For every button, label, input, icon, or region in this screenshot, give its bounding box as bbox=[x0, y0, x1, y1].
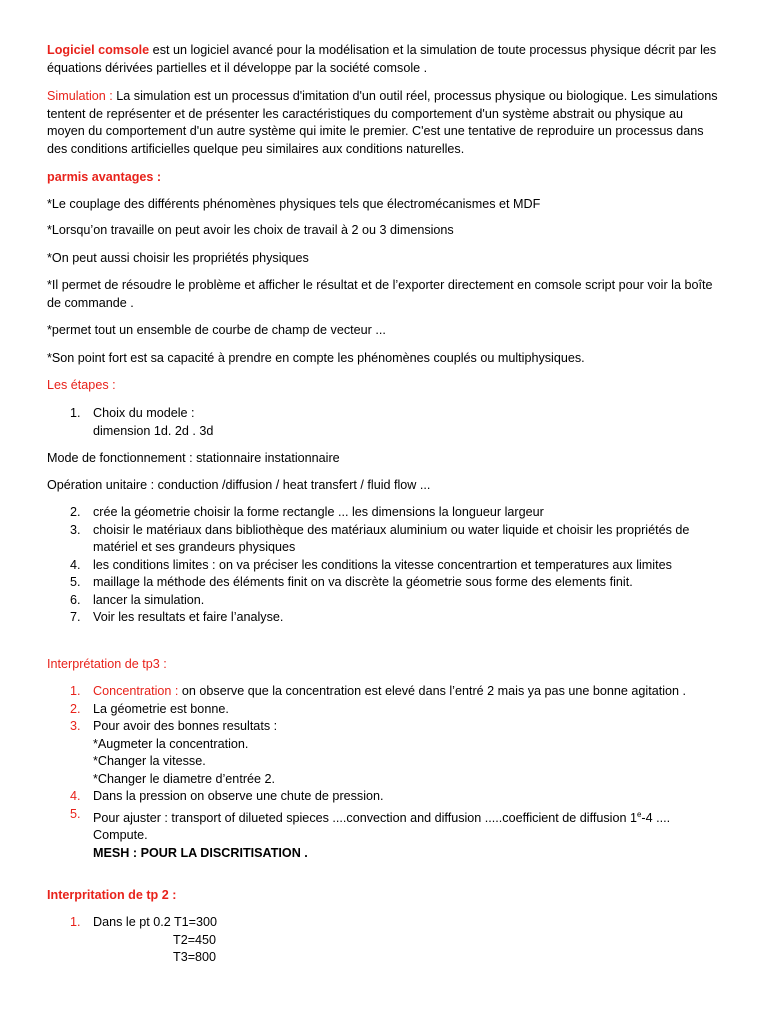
tp3-number: 4. bbox=[70, 789, 81, 803]
simulation-paragraph bbox=[47, 88, 723, 158]
advantages-heading: parmis avantages : bbox=[47, 170, 162, 184]
tp3-heading: Interprétation de tp3 : bbox=[47, 657, 167, 671]
step-text: maillage la méthode des éléments finit on va discrète la géometrie sous forme des elements finit. bbox=[93, 575, 633, 589]
step-text: Voir les resultats et faire l’analyse. bbox=[93, 610, 284, 624]
tp3-item-3-line: Pour avoir des bonnes resultats : bbox=[93, 719, 278, 733]
tp2-heading: Interpritation de tp 2 : bbox=[47, 888, 177, 902]
tp3-number: 1. bbox=[70, 684, 81, 698]
step-number: 2. bbox=[70, 505, 81, 519]
step-text: choisir le matériaux dans bibliothèque des matériaux aluminium ou water liquide et choisir les propriétés de matériel et ses grandeurs physiques bbox=[93, 522, 690, 554]
tp3-item-3-line: *Augmeter la concentration. bbox=[93, 736, 249, 751]
tp2-item-1-line-3: T3=800 bbox=[173, 950, 217, 964]
advantage-item-2: *Lorsqu’on travaille on peut avoir les choix de travail à 2 ou 3 dimensions bbox=[47, 223, 454, 237]
step-text: lancer la simulation. bbox=[93, 592, 205, 607]
steps-list-part1 bbox=[47, 405, 723, 440]
intro-paragraph bbox=[47, 42, 723, 77]
tp3-item-3-line: *Changer la vitesse. bbox=[93, 754, 206, 768]
step-number: 6. bbox=[70, 592, 81, 607]
tp3-number: 2. bbox=[70, 701, 81, 716]
advantage-item-5: *permet tout un ensemble de courbe de champ de vecteur ... bbox=[47, 323, 386, 337]
step-item bbox=[47, 592, 723, 610]
step-item bbox=[47, 609, 723, 627]
tp2-list bbox=[47, 914, 723, 967]
tp3-item-5-line-1-text: Pour ajuster : transport of dilueted spieces ....convection and diffusion .....coefficient de diffusion 1 bbox=[93, 810, 637, 825]
tp3-item-4 bbox=[47, 788, 723, 806]
tp3-item-1 bbox=[47, 683, 723, 701]
tp3-item-3-line: *Changer le diametre d’entrée 2. bbox=[93, 771, 276, 786]
advantage-item-1: *Le couplage des différents phénomènes physiques tels que électromécanismes et MDF bbox=[47, 197, 541, 211]
operation-line: Opération unitaire : conduction /diffusion / heat transfert / fluid flow ... bbox=[47, 478, 431, 492]
advantage-item-3: *On peut aussi choisir les propriétés physiques bbox=[47, 251, 309, 265]
step-text: les conditions limites : on va préciser les conditions la vitesse concentrartion et temperatures aux limites bbox=[93, 557, 672, 572]
step-item bbox=[47, 504, 723, 522]
tp3-item-5-line-3: MESH : POUR LA DISCRITISATION . bbox=[93, 845, 308, 860]
steps-heading: Les étapes : bbox=[47, 378, 116, 392]
tp3-item-1-term: Concentration : bbox=[93, 684, 182, 698]
simulation-term: Simulation : bbox=[47, 89, 117, 103]
step-item bbox=[47, 557, 723, 575]
mode-line: Mode de fonctionnement : stationnaire instationnaire bbox=[47, 451, 340, 465]
step-1-line-2: dimension 1d. 2d . 3d bbox=[93, 423, 214, 438]
tp3-item-5-line-2: Compute. bbox=[93, 828, 148, 843]
step-number: 1. bbox=[70, 406, 81, 420]
advantage-item-6: *Son point fort est sa capacité à prendre en compte les phénomènes couplés ou multiphysiques. bbox=[47, 351, 585, 365]
tp3-list bbox=[47, 683, 723, 862]
intro-term: Logiciel comsole bbox=[47, 43, 150, 57]
step-item bbox=[47, 574, 723, 592]
steps-list-part2 bbox=[47, 504, 723, 627]
tp3-item-5-line-1 bbox=[93, 806, 723, 828]
step-number: 5. bbox=[70, 575, 81, 589]
step-item-1 bbox=[47, 405, 723, 440]
step-number: 3. bbox=[70, 522, 81, 537]
step-text: crée la géometrie choisir la forme rectangle ... les dimensions la longueur largeur bbox=[93, 505, 544, 519]
tp3-number: 5. bbox=[70, 806, 81, 821]
tp2-item-1 bbox=[47, 914, 723, 967]
simulation-text: La simulation est un processus d'imitation d'un outil réel, processus physique ou biologique. Les simulations tentent de représenter et de présenter les caractéristiques du comportement d'un système abstrait ou physique au moyen du comportement d'un autre système qui imite le premier. C'est une tentative de reproduire un processus dans des conditions artificielles quelque peu similaires aux conditions naturelles. bbox=[47, 89, 718, 156]
tp3-number: 3. bbox=[70, 719, 81, 733]
step-1-line-1: Choix du modele : bbox=[93, 406, 195, 420]
tp3-item-4-text: Dans la pression on observe une chute de pression. bbox=[93, 789, 384, 803]
intro-text: est un logiciel avancé pour la modélisation et la simulation de toute processus physique décrit par les équations dérivées partielles et il développe par la société comsole . bbox=[47, 43, 717, 75]
tp2-number: 1. bbox=[70, 915, 81, 929]
step-number: 4. bbox=[70, 557, 81, 572]
tp3-item-5-line-1-end: -4 .... bbox=[641, 810, 671, 825]
tp2-item-1-line-2: T2=450 bbox=[173, 932, 217, 947]
step-number: 7. bbox=[70, 610, 81, 624]
step-item bbox=[47, 522, 723, 557]
tp3-item-1-text: on observe que la concentration est elevé dans l’entré 2 mais ya pas une bonne agitation . bbox=[181, 684, 687, 698]
advantage-item-4: *Il permet de résoudre le problème et afficher le résultat et de l’exporter directement en comsole script pour voir la boîte de commande . bbox=[47, 278, 713, 310]
tp3-item-3 bbox=[47, 718, 723, 788]
tp3-item-2 bbox=[47, 701, 723, 719]
tp3-item-5-sup: e bbox=[636, 809, 642, 819]
tp2-item-1-line-1: Dans le pt 0.2 T1=300 bbox=[93, 915, 218, 929]
tp3-item-5 bbox=[47, 806, 723, 863]
tp3-item-2-text: La géometrie est bonne. bbox=[93, 701, 229, 716]
